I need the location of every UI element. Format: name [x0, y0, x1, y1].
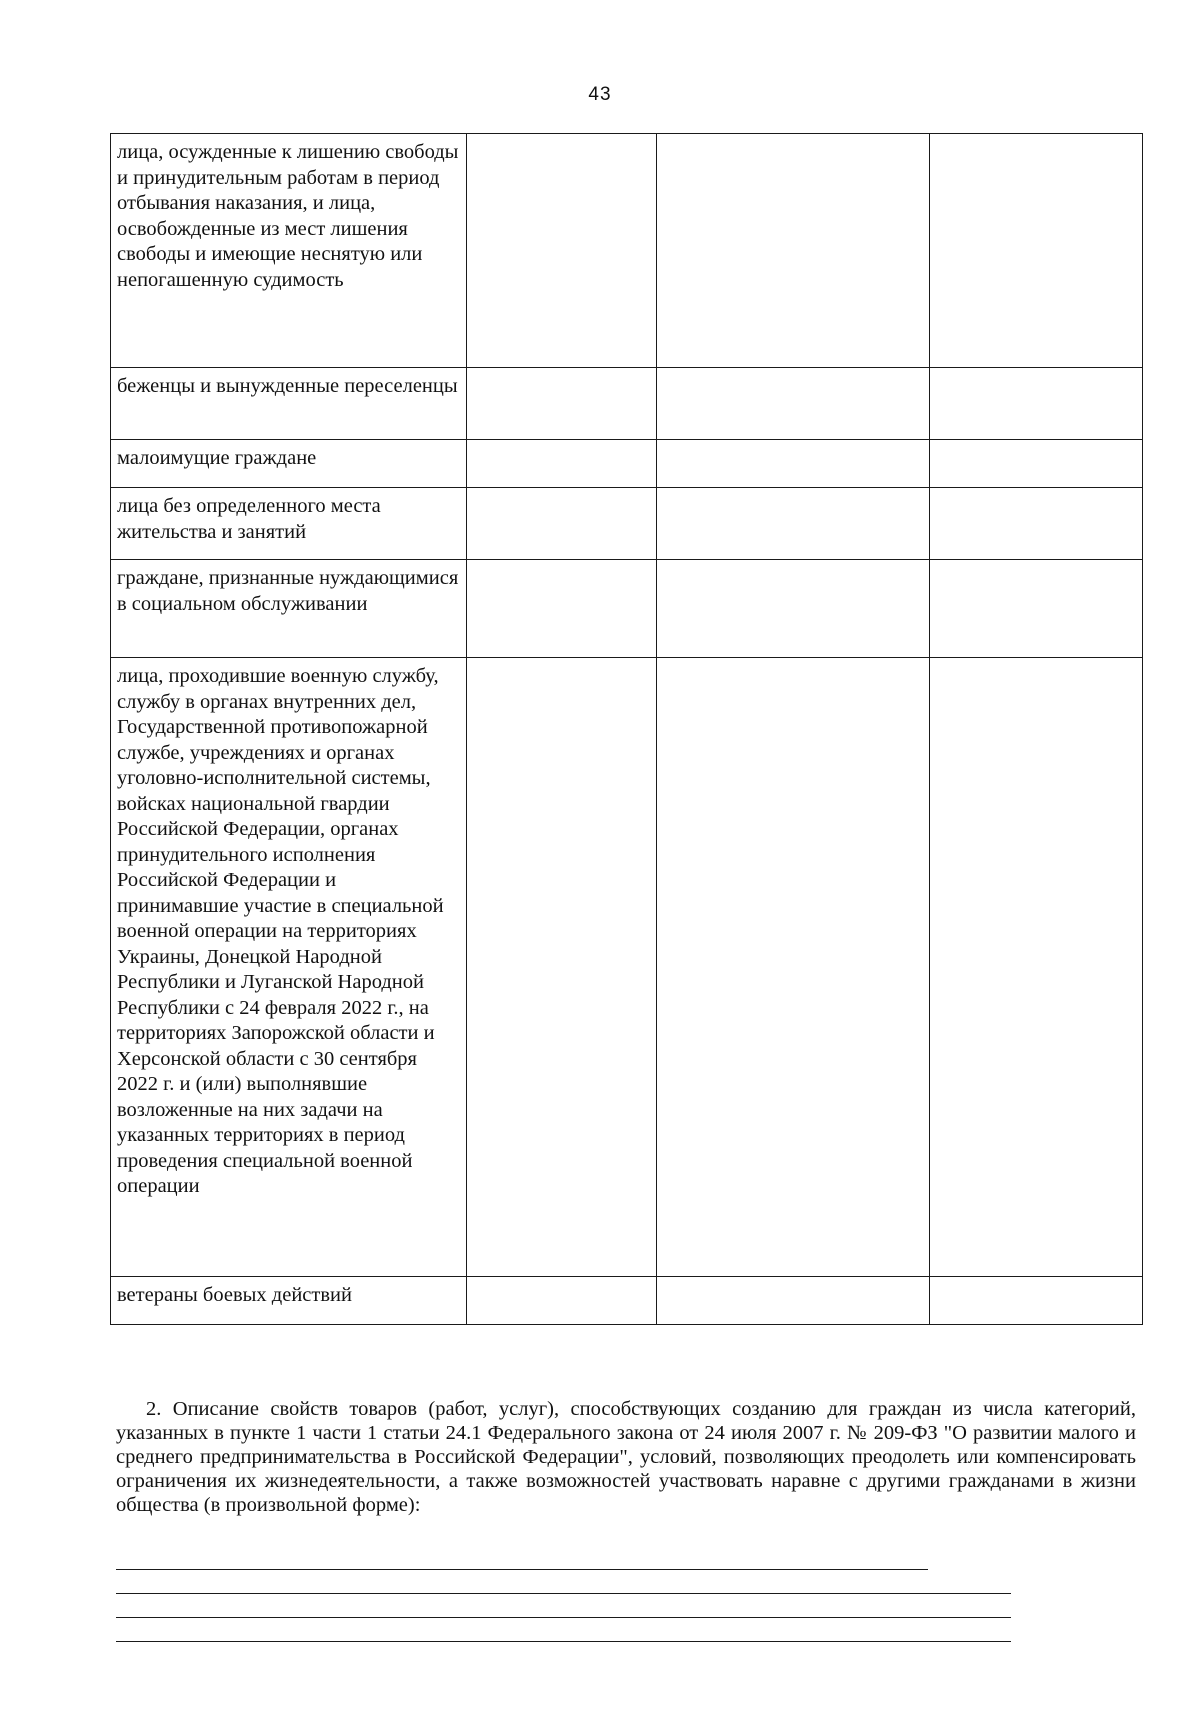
answer-line[interactable] — [116, 1546, 928, 1570]
table-cell — [930, 134, 1143, 368]
table-row — [111, 658, 1143, 1277]
answer-line[interactable] — [116, 1618, 1011, 1642]
table-cell — [467, 368, 657, 440]
table-cell — [930, 440, 1143, 488]
table-cell — [467, 560, 657, 658]
table-row — [111, 440, 1143, 488]
table-cell — [657, 368, 930, 440]
table-cell — [930, 658, 1143, 1277]
table-row — [111, 1277, 1143, 1325]
table-row — [111, 488, 1143, 560]
table-row — [111, 368, 1143, 440]
answer-line[interactable] — [116, 1594, 1011, 1618]
answer-line[interactable] — [116, 1570, 1011, 1594]
category-label: лица, осужденные к лишению свободы и принудительным работам в период отбывания наказания, и лица, освобожденные из мест лишения свободы и имеющие неснятую или непогашенную судимость — [111, 134, 467, 368]
table-row — [111, 134, 1143, 368]
category-label: малоимущие граждане — [111, 440, 467, 488]
category-label: беженцы и вынужденные переселенцы — [111, 368, 467, 440]
table-cell — [467, 134, 657, 368]
section-2-text: 2. Описание свойств товаров (работ, услуг), способствующих созданию для граждан из числа категорий, указанных в пункте 1 части 1 статьи 24.1 Федерального закона от 24 июля 2007 г. № 209-ФЗ "О развитии малого и среднего предпринимательства в Российской Федерации", условий, позволяющих преодолеть или компенсировать ограничения их жизнедеятельности, а также возможностей участвовать наравне с другими гражданами в жизни общества (в произвольной форме): — [116, 1398, 1136, 1516]
table-cell — [657, 488, 930, 560]
table-cell — [657, 440, 930, 488]
category-label: лица без определенного места жительства и занятий — [111, 488, 467, 560]
categories-table — [110, 133, 1143, 1325]
section-2-description — [116, 1397, 1136, 1517]
table-cell — [657, 658, 930, 1277]
table-cell — [657, 134, 930, 368]
table-row — [111, 560, 1143, 658]
table-cell — [467, 440, 657, 488]
table-cell — [467, 658, 657, 1277]
table-cell — [930, 560, 1143, 658]
table-cell — [467, 488, 657, 560]
table-cell — [657, 1277, 930, 1325]
table-cell — [657, 560, 930, 658]
table-cell — [930, 488, 1143, 560]
category-label: ветераны боевых действий — [111, 1277, 467, 1325]
answer-lines — [116, 1546, 1016, 1642]
page-number: 43 — [588, 84, 612, 105]
category-label: лица, проходившие военную службу, службу в органах внутренних дел, Государственной противопожарной службе, учреждениях и органах уголовно-исполнительной системы, войсках национальной гвардии Российской Федерации, органах принудительного исполнения Российской Федерации и принимавшие участие в специальной военной операции на территориях Украины, Донецкой Народной Республики и Луганской Народной Республики с 24 февраля 2022 г., на территориях Запорожской области и Херсонской области с 30 сентября 2022 г. и (или) выполнявшие возложенные на них задачи на указанных территориях в период проведения специальной военной операции — [111, 658, 467, 1277]
table-cell — [930, 1277, 1143, 1325]
table-cell — [930, 368, 1143, 440]
category-label: граждане, признанные нуждающимися в социальном обслуживании — [111, 560, 467, 658]
table-cell — [467, 1277, 657, 1325]
